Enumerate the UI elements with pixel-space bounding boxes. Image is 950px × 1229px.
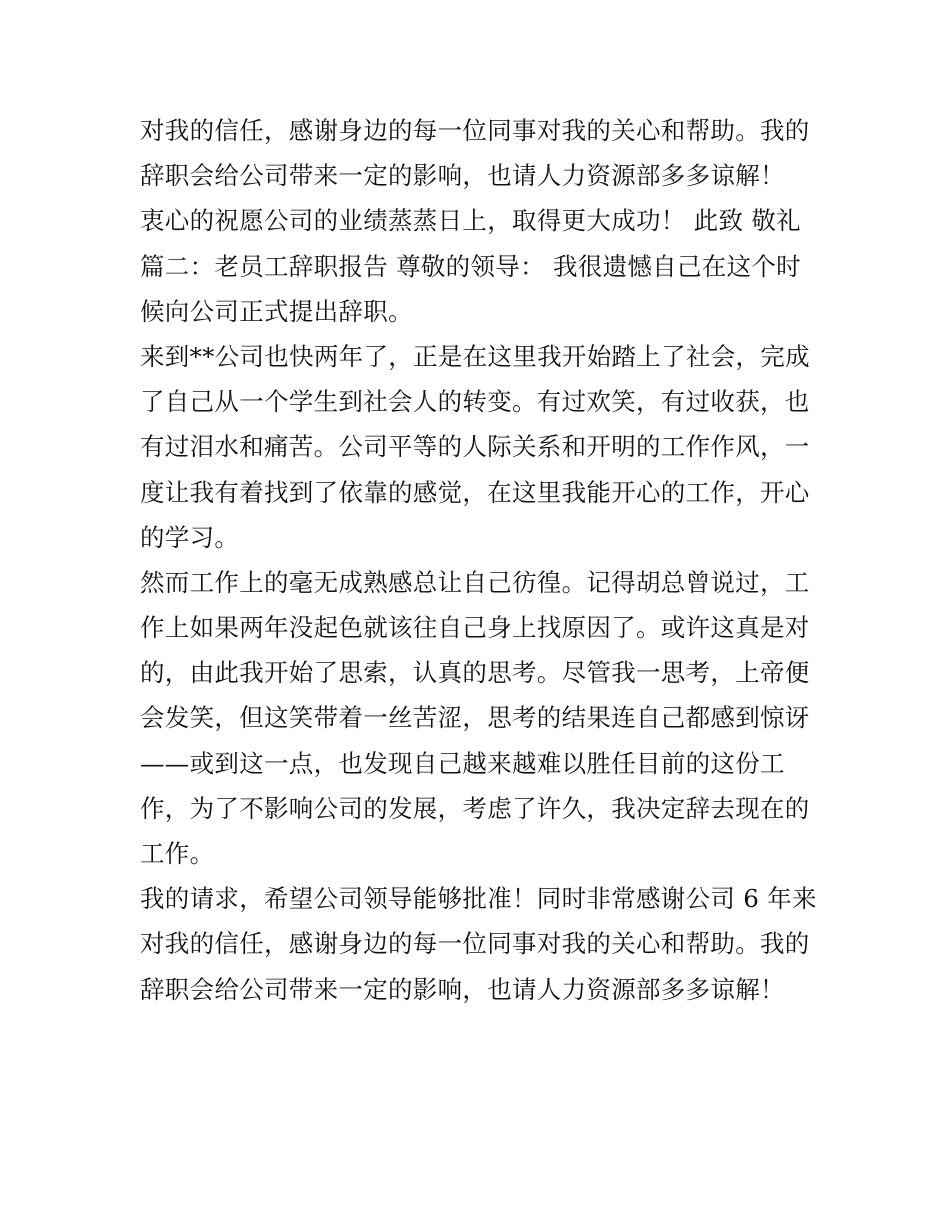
text-line: 衷心的祝愿公司的业绩蒸蒸日上，取得更大成功！ 此致 敬礼 [140, 206, 801, 236]
text-line: 辞职会给公司带来一定的影响，也请人力资源部多多谅解！ [140, 161, 785, 191]
text-line: 工作。 [140, 839, 215, 868]
text-line: 辞职会给公司带来一定的影响，也请人力资源部多多谅解！ [140, 974, 785, 1004]
text-line: 对我的信任，感谢身边的每一位同事对我的关心和帮助。我的 [140, 116, 810, 145]
text-line: 度让我有着找到了依靠的感觉，在这里我能开心的工作，开心 [140, 477, 810, 507]
text-line: 作，为了不影响公司的发展，考虑了许久，我决定辞去现在的 [140, 793, 810, 823]
text-line: 会发笑，但这笑带着一丝苦涩，思考的结果连自己都感到惊讶 [140, 703, 810, 733]
text-line: 对我的信任，感谢身边的每一位同事对我的关心和帮助。我的 [140, 929, 810, 959]
document-body [140, 108, 820, 1012]
text-line: ——或到这一点，也发现自己越来越难以胜任目前的这份工 [140, 748, 785, 778]
text-line: 来到**公司也快两年了，正是在这里我开始踏上了社会，完成 [140, 341, 810, 371]
text-line: 作上如果两年没起色就该往自己身上找原因了。或许这真是对 [140, 613, 810, 643]
text-line: 然而工作上的毫无成熟感总让自己彷徨。记得胡总曾说过，工 [140, 567, 810, 597]
text-line: 我的请求，希望公司领导能够批准！同时非常感谢公司 6 年来 [140, 884, 817, 914]
text-line: 的，由此我开始了思索，认真的思考。尽管我一思考，上帝便 [140, 658, 810, 688]
text-line: 了自己从一个学生到社会人的转变。有过欢笑，有过收获，也 [140, 387, 810, 417]
text-line: 有过泪水和痛苦。公司平等的人际关系和开明的工作作风，一 [140, 432, 810, 462]
text-line: 的学习。 [140, 522, 240, 552]
text-line: 候向公司正式提出辞职。 [140, 296, 413, 326]
text-line: 篇二：老员工辞职报告 尊敬的领导： 我很遗憾自己在这个时 [140, 251, 801, 281]
